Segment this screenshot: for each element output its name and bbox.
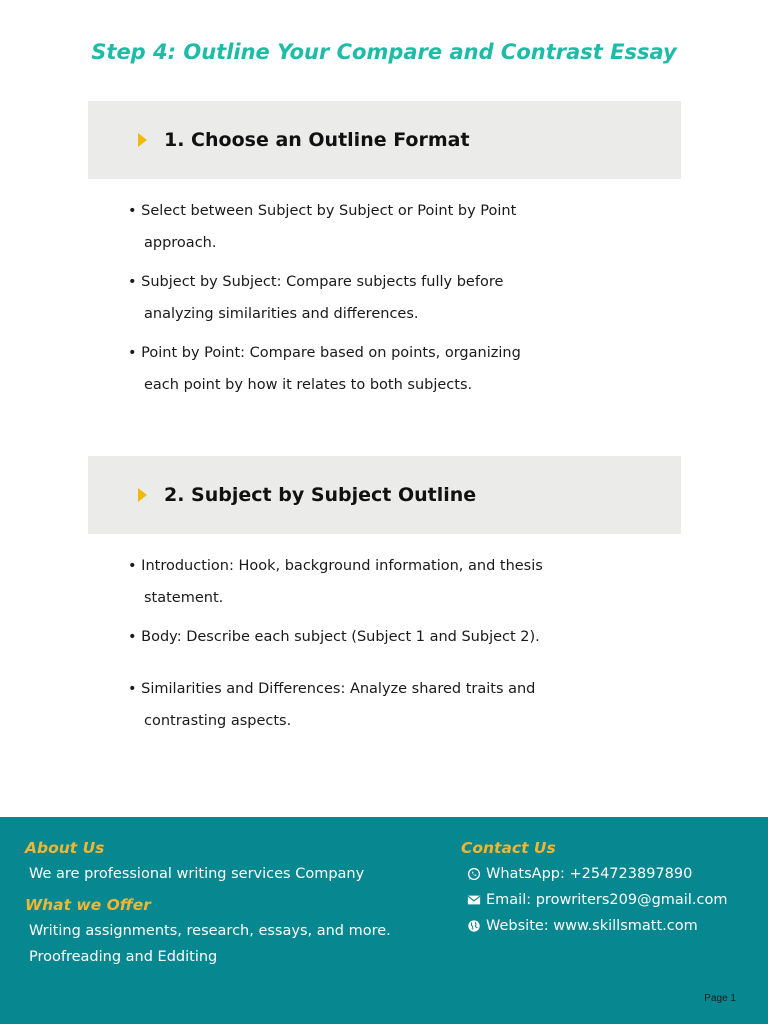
section-heading: 1. Choose an Outline Format xyxy=(164,129,470,151)
website-row[interactable] xyxy=(467,918,698,934)
bullet-text: • Body: Describe each subject (Subject 1 and Subject 2). xyxy=(128,629,540,645)
bullet-item xyxy=(128,266,548,330)
bullet-text: • Similarities and Differences: Analyze shared traits and xyxy=(128,681,536,697)
section-header-2 xyxy=(88,456,681,534)
website-text: Website: www.skillsmatt.com xyxy=(486,918,698,934)
bullet-item xyxy=(128,621,568,653)
email-row[interactable] xyxy=(467,892,727,908)
caret-right-icon xyxy=(138,488,147,502)
bullet-item xyxy=(128,550,568,614)
page-number: Page 1 xyxy=(704,993,736,1004)
section-heading: 2. Subject by Subject Outline xyxy=(164,484,477,506)
page-title: Step 4: Outline Your Compare and Contrast Essay xyxy=(91,40,677,64)
offer-heading: What we Offer xyxy=(25,896,151,914)
offer-text-2: Proofreading and Edditing xyxy=(29,949,218,965)
bullet-item xyxy=(128,673,568,737)
footer xyxy=(0,817,768,1024)
bullet-text-cont: analyzing similarities and differences. xyxy=(144,306,419,322)
bullet-item xyxy=(128,337,548,401)
bullet-text-cont: contrasting aspects. xyxy=(144,713,292,729)
whatsapp-icon xyxy=(467,867,481,881)
about-heading: About Us xyxy=(25,839,105,857)
contact-heading: Contact Us xyxy=(461,839,556,857)
bullet-text: • Select between Subject by Subject or Point by Point xyxy=(128,203,517,219)
bullet-text-cont: statement. xyxy=(144,590,224,606)
whatsapp-text: WhatsApp: +254723897890 xyxy=(486,866,693,882)
envelope-icon xyxy=(467,893,481,907)
about-text: We are professional writing services Company xyxy=(29,866,365,882)
email-text: Email: prowriters209@gmail.com xyxy=(486,892,728,908)
offer-text-1: Writing assignments, research, essays, and more. xyxy=(29,923,391,939)
section-header-1 xyxy=(88,101,681,179)
bullet-text: • Point by Point: Compare based on points, organizing xyxy=(128,345,521,361)
bullet-text: • Introduction: Hook, background information, and thesis xyxy=(128,558,543,574)
bullet-text-cont: each point by how it relates to both subjects. xyxy=(144,377,473,393)
whatsapp-row[interactable] xyxy=(467,866,692,882)
bullet-text-cont: approach. xyxy=(144,235,217,251)
caret-right-icon xyxy=(138,133,147,147)
bullet-text: • Subject by Subject: Compare subjects fully before xyxy=(128,274,504,290)
globe-icon xyxy=(467,919,481,933)
bullet-item xyxy=(128,195,548,259)
